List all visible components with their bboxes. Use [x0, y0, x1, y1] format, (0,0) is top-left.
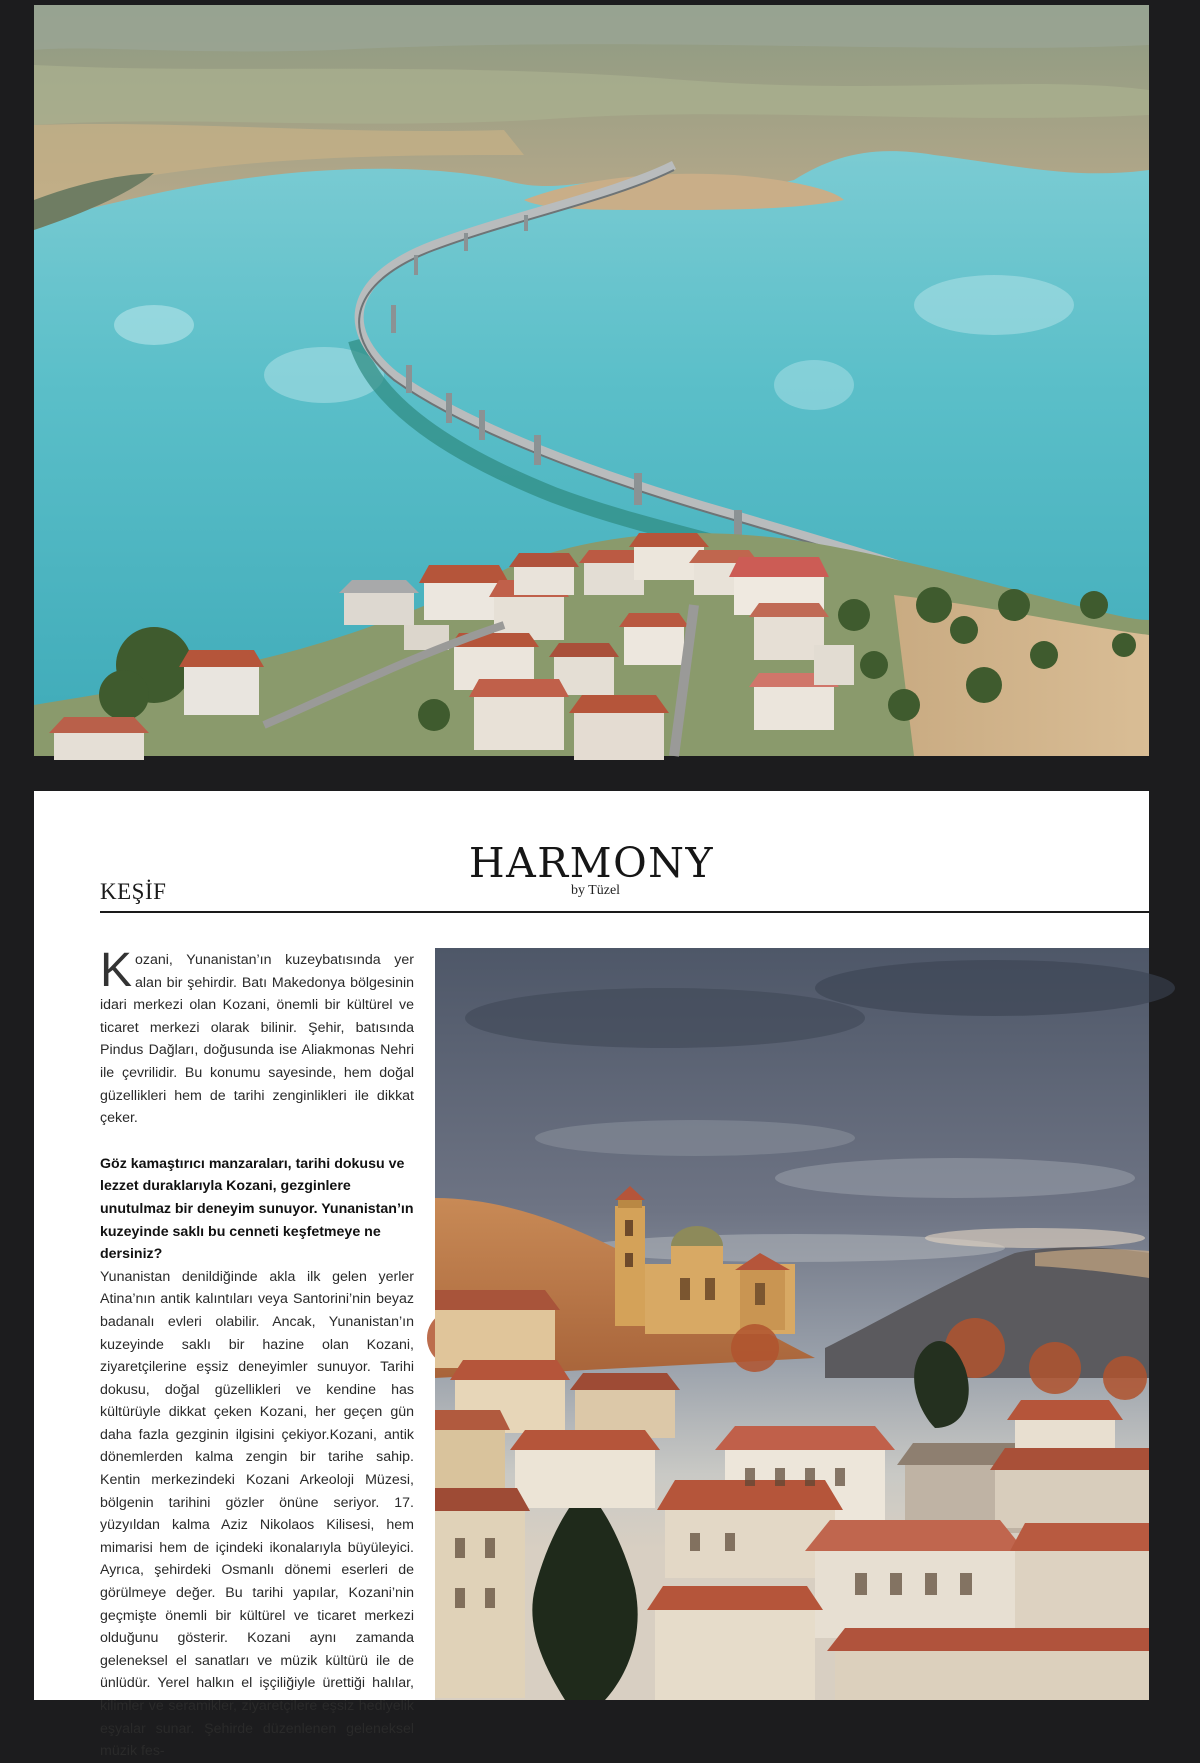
- masthead: [34, 841, 1149, 899]
- kozani-town-photo: [435, 948, 1149, 1700]
- article-page: [34, 791, 1149, 1760]
- body-paragraph: Yunanistan denildiğinde akla ilk gelen yerler Atina’nın antik kalıntıları veya Santorini’nin beyaz badanalı evleri olabilir. Ancak, Yunanistan’ın kuzeyinde saklı bir hazine olan Kozani, ziyaretçilerine eşsiz deneyimler sunuyor. Tarihi dokusu, doğal güzellikleri ve kendine has kültürüyle dikkat çeken Kozani, her geçen gün daha fazla gezginin ilgisini çekiyor.Kozani, antik dönemlerden kalma zengin bir tarihe sahip. Kentin merkezindeki Kozani Arkeoloji Müzesi, bölgenin tarihini gözler önüne seriyor. 17. yüzyıldan kalma Aziz Nikolaos Kilisesi, hem mimarisi hem de içindeki ikonalarıyla büyüleyici. Ayrıca, şehirdeki Osmanlı dönemi eserleri de görülmeye değer. Bu tarihi yapılar, Kozani’nin geçmişte önemli bir kültürel ve ticaret merkezi olduğunu gösterir. Kozani aynı zamanda geleneksel el sanatları ve müzik kültürü ile de ünlüdür. Yerel halkın el işçiliğiyle ürettiği halılar, kilimler ve seramikler, ziyaretçilere eşsiz hediyelik eşyalar sunar. Şehirde düzenlenen geleneksel müzik fes-: [100, 1268, 414, 1760]
- section-label: KEŞİF: [100, 879, 167, 904]
- bridge-lake-photo: [34, 5, 1149, 756]
- article-text-column: [100, 944, 414, 1763]
- kozani-town-illustration: [435, 948, 1149, 1700]
- bridge-lake-illustration: [34, 5, 1149, 756]
- drop-cap: K: [100, 944, 133, 997]
- intro-paragraph: [100, 944, 414, 1130]
- brand-title: HARMONY: [468, 839, 715, 887]
- brand-subtitle: by Tüzel: [570, 883, 621, 898]
- header-rule: [100, 911, 1149, 913]
- intro-text: ozani, Yunanistan’ın kuzeybatısında yer alan bir şehirdir. Batı Makedonya bölgesinin idari merkezi olan Kozani, önemli bir kültürel ve ticaret merkezi olarak bilinir. Şehir, batısında Pindus Dağları, doğusunda ise Aliakmonas Nehri ile çevrilidir. Bu konumu sayesinde, hem doğal güzellikleri hem de tarihi zenginlikleri ile dikkat çeker.: [100, 952, 414, 1127]
- lead-paragraph: Göz kamaştırıcı manzaraları, tarihi dokusu ve lezzet duraklarıyla Kozani, gezginlere unutulmaz bir deneyim sunuyor. Yunanistan’ın kuzeyinde saklı bu cenneti keşfetmeye ne dersiniz?: [100, 1155, 414, 1263]
